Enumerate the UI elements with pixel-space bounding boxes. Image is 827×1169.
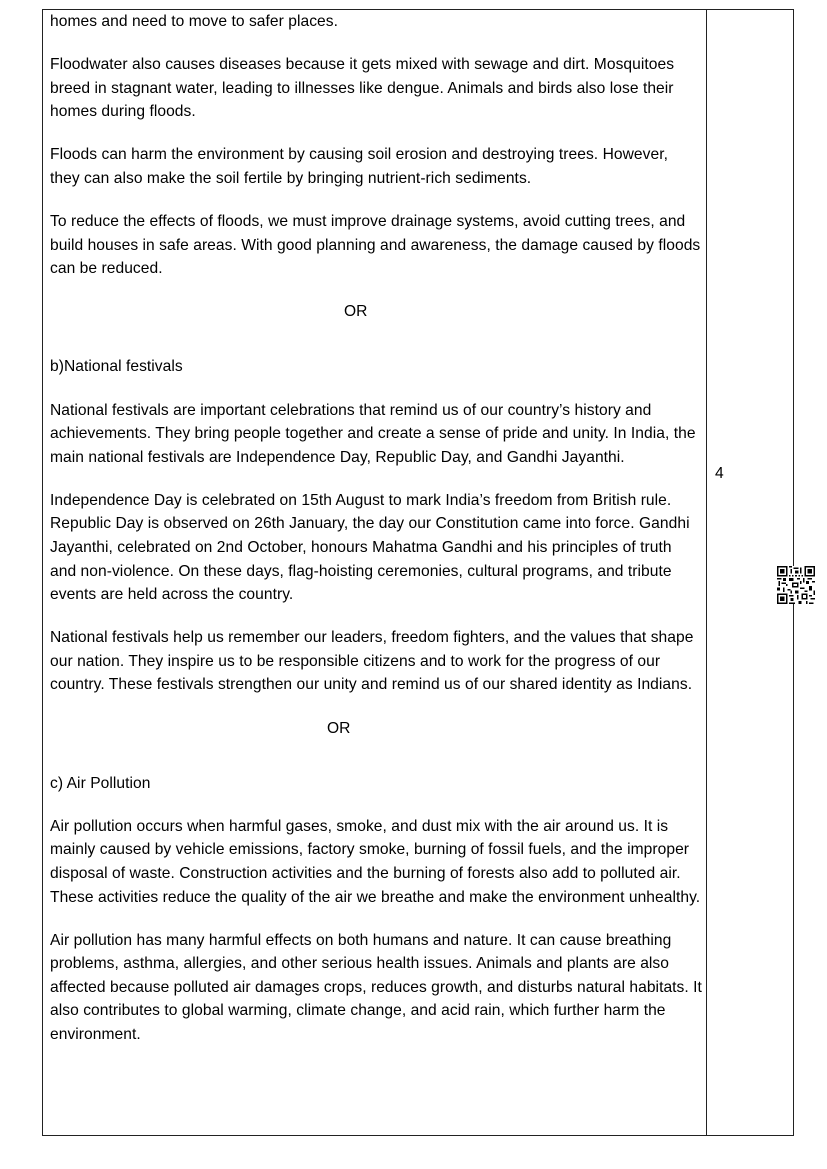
marks-value: 4: [715, 465, 724, 482]
festivals-paragraph-intro: National festivals are important celebrations that remind us of our country’s history and achievements. They bring people together and create a sense of pride and unity. In India, the main national festivals are Independence Day, Republic Day, and Gandhi Jayanthi.: [50, 401, 696, 466]
festivals-paragraph-values: National festivals help us remember our leaders, freedom fighters, and the values that shape our nation. They inspire us to be responsible citizens and to work for the progress of our country. These festivals strengthen our unity and remind us of our shared identity as Indians.: [50, 629, 694, 694]
floods-paragraph-diseases: Floodwater also causes diseases because it gets mixed with sewage and dirt. Mosquitoes breed in stagnant water, leading to illnesses like dengue. Animals and birds also lose their homes during floods.: [50, 56, 675, 121]
pollution-paragraph-effects: Air pollution has many harmful effects on both humans and nature. It can cause breathing problems, asthma, allergies, and other serious health issues. Animals and plants are also affected because polluted air damages crops, reduces growth, and disturbs natural habitats. It also contributes to global warming, climate change, and acid rain, which further harm the environment.: [50, 931, 702, 1043]
festivals-heading: b)National festivals: [50, 358, 183, 376]
marks-column-divider: [706, 9, 707, 1136]
floods-paragraph-environment: Floods can harm the environment by causing soil erosion and destroying trees. However, they can also make the soil fertile by bringing nutrient-rich sediments.: [50, 146, 668, 187]
pollution-heading: c) Air Pollution: [50, 774, 151, 792]
answer-content: [50, 10, 702, 1066]
or-separator-1: OR: [344, 303, 368, 321]
floods-paragraph-tail: homes and need to move to safer places.: [50, 13, 339, 30]
or-separator-2: OR: [327, 719, 351, 737]
festivals-paragraph-dates: Independence Day is celebrated on 15th August to mark India’s freedom from British rule. Republic Day is observed on 26th January, the day our Constitution came into force. Gandhi Jayanthi, celebrated on 2nd October, honours Mahatma Gandhi and his principles of truth and non-violence. On these days, flag-hoisting ceremonies, cultural programs, and tribute events are held across the country.: [50, 491, 690, 604]
floods-paragraph-reduce: To reduce the effects of floods, we must improve drainage systems, avoid cutting trees, and build houses in safe areas. With good planning and awareness, the damage caused by floods can be reduced.: [50, 213, 701, 278]
pollution-paragraph-causes: Air pollution occurs when harmful gases, smoke, and dust mix with the air around us. It is mainly caused by vehicle emissions, factory smoke, burning of fossil fuels, and the improper disposal of waste. Construction activities and the burning of forests also add to polluted air. These activities reduce the quality of the air we breathe and make the environment unhealthy.: [50, 817, 701, 906]
qr-code-icon: [777, 566, 815, 604]
